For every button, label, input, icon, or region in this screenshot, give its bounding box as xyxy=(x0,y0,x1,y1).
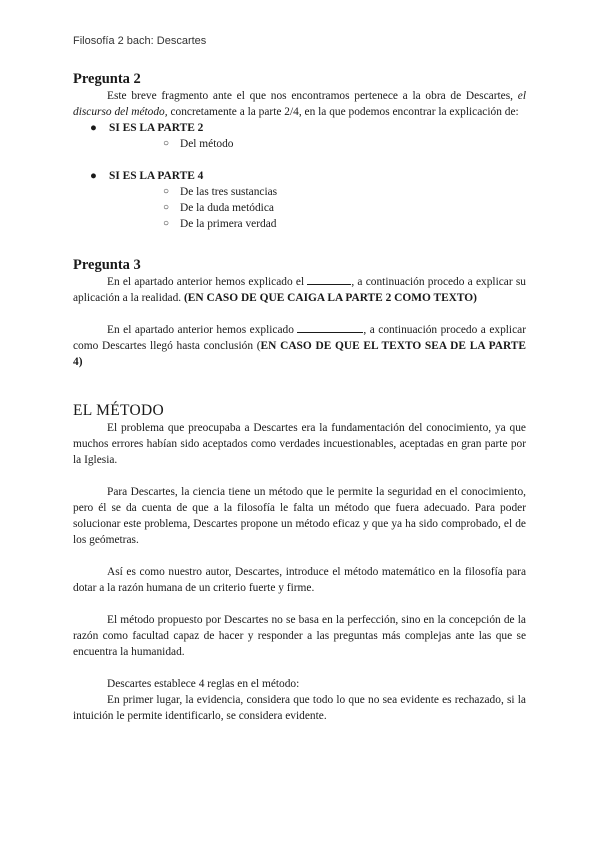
pregunta-2-intro xyxy=(73,88,526,120)
paragraph-text: , a continuación procedo a explicar como Descartes llegó hasta conclusión ( xyxy=(73,324,526,352)
intro-text: Este breve fragmento ante el que nos encontramos pertenece a la obra de Descartes, xyxy=(107,90,518,102)
paragraph-text: , a continuación procedo a explicar su aplicación a la realidad. xyxy=(73,276,526,304)
circle-bullet-icon: ○ xyxy=(163,202,170,213)
bullet-icon: ● xyxy=(90,122,97,134)
sub-list-item xyxy=(109,216,526,232)
pregunta-3-paragraph-1 xyxy=(73,274,526,306)
pregunta-2-heading: Pregunta 2 xyxy=(73,71,141,87)
circle-bullet-icon: ○ xyxy=(163,138,170,149)
list-item-parte-4 xyxy=(73,168,526,232)
fill-in-blank xyxy=(307,274,351,285)
intro-work-title: el discurso del método, xyxy=(73,90,526,118)
metodo-paragraph-2: Para Descartes, la ciencia tiene un método que le permite la seguridad en el conocimiento, pero él se da cuenta de que a la filosofía le falta un método que fuera adecuado. Para poder solucionar este problema, Descartes propone un método eficaz y que ya ha sido comprobado, el de los geómetras. xyxy=(73,486,526,546)
page-header: Filosofía 2 bach: Descartes xyxy=(73,35,207,47)
paragraph-bold-note: EN CASO DE QUE EL TEXTO SEA DE LA PARTE 4) xyxy=(73,340,527,368)
paragraph-bold-note: (EN CASO DE QUE CAIGA LA PARTE 2 COMO TEXTO) xyxy=(184,292,477,304)
reglas-intro: Descartes establece 4 reglas en el método: xyxy=(107,678,300,690)
sub-item-label: De la duda metódica xyxy=(180,202,274,214)
pregunta-3-paragraph-2 xyxy=(73,322,526,370)
list-item-parte-2 xyxy=(73,120,526,152)
metodo-paragraph-3: Así es como nuestro autor, Descartes, introduce el método matemático en la filosofía para dotar a la razón humana de un criterio fuerte y firme. xyxy=(73,566,526,594)
sub-list-item xyxy=(109,136,526,152)
metodo-heading: EL MÉTODO xyxy=(73,402,164,419)
fill-in-blank xyxy=(297,322,363,333)
sub-list-item xyxy=(109,184,526,200)
circle-bullet-icon: ○ xyxy=(163,218,170,229)
document-body xyxy=(73,70,526,724)
list-item-label: SI ES LA PARTE 2 xyxy=(109,122,204,134)
bullet-icon: ● xyxy=(90,170,97,182)
sub-list-item xyxy=(109,200,526,216)
sub-item-label: De la primera verdad xyxy=(180,218,277,230)
parte-4-list xyxy=(73,168,526,232)
sub-item-label: Del método xyxy=(180,138,234,150)
paragraph-text: En el apartado anterior hemos explicado xyxy=(107,324,298,336)
circle-bullet-icon: ○ xyxy=(163,186,170,197)
sub-item-label: De las tres sustancias xyxy=(180,186,278,198)
metodo-paragraph-4: El método propuesto por Descartes no se basa en la perfección, sino en la concepción de la razón como facultad capaz de hacer y responder a las preguntas más complejas ante las que se encuentra la humanidad. xyxy=(73,614,526,658)
paragraph-text: En el apartado anterior hemos explicado el xyxy=(107,276,308,288)
intro-text-end: concretamente a la parte 2/4, en la que podemos encontrar la explicación de: xyxy=(167,106,519,118)
regla-1-paragraph: En primer lugar, la evidencia, considera que todo lo que no sea evidente es rechazado, si la intuición le permite identificarlo, se considera evidente. xyxy=(73,694,526,722)
metodo-paragraph-1: El problema que preocupaba a Descartes era la fundamentación del conocimiento, ya que muchos errores habían sido aceptados como verdades incuestionables, aceptadas en gran parte por la Iglesia. xyxy=(73,422,526,466)
parte-2-list xyxy=(73,120,526,152)
list-item-label: SI ES LA PARTE 4 xyxy=(109,170,204,182)
pregunta-3-heading: Pregunta 3 xyxy=(73,257,141,273)
